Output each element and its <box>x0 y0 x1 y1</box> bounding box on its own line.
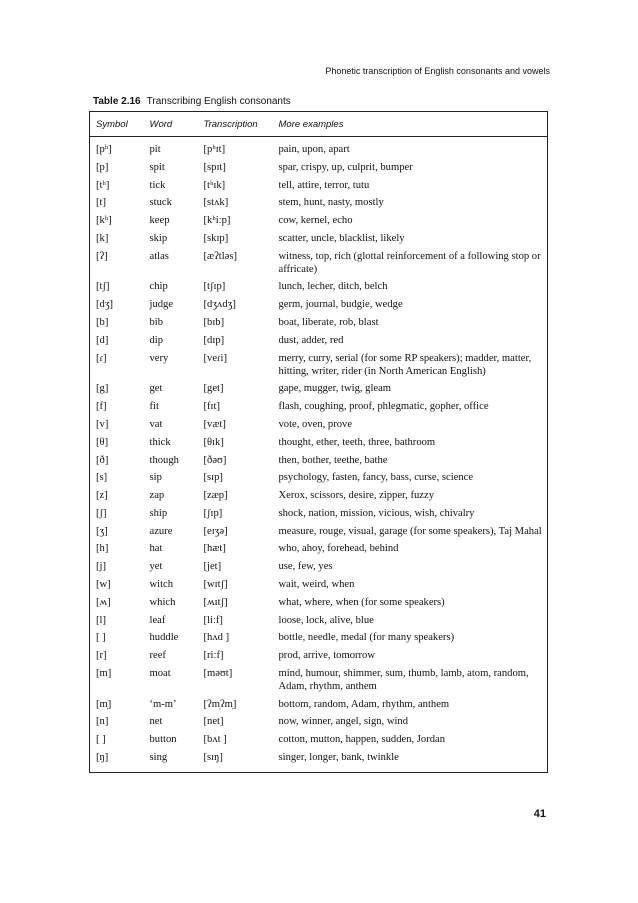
word-cell: ‘m-m’ <box>149 698 177 710</box>
word-cell: bib <box>149 317 164 329</box>
transcription-cell: [veɾi] <box>203 352 228 364</box>
table-row <box>90 647 548 665</box>
symbol-cell: [ð] <box>96 454 109 466</box>
word-cell: which <box>149 596 176 608</box>
examples-cell: then, bother, teethe, bathe <box>278 454 388 466</box>
consonant-table <box>89 111 548 773</box>
word-cell: button <box>149 734 177 746</box>
examples-cell: thought, ether, teeth, three, bathroom <box>278 436 436 448</box>
transcription-cell: [eɪʒə] <box>203 525 228 537</box>
table-row <box>90 593 548 611</box>
symbol-cell: [v] <box>96 418 109 430</box>
word-cell: hat <box>149 543 163 555</box>
table-row <box>90 469 548 487</box>
col-header-symbol: Symbol <box>90 112 144 137</box>
word-cell: pit <box>149 144 161 155</box>
word-cell: chip <box>149 281 168 293</box>
transcription-cell: [jet] <box>203 561 222 573</box>
transcription-cell: [liːf] <box>203 614 223 626</box>
examples-cell: vote, oven, prove <box>278 418 353 430</box>
transcription-cell: [bɪb] <box>203 317 225 329</box>
word-cell: sing <box>149 752 168 763</box>
symbol-cell: [dʒ] <box>96 299 114 311</box>
transcription-cell: [spɪt] <box>203 161 226 173</box>
table-title: Transcribing English consonants <box>146 96 291 107</box>
symbol-cell: [ʒ] <box>96 525 108 537</box>
table-row <box>90 522 548 540</box>
word-cell: tick <box>149 179 166 191</box>
symbol-cell: [kʰ] <box>96 215 112 227</box>
symbol-cell: [ ] <box>96 734 106 746</box>
symbol-cell: [z] <box>96 490 108 502</box>
examples-cell: scatter, uncle, blacklist, likely <box>278 232 405 244</box>
table-row <box>90 576 548 594</box>
table-row <box>90 611 548 629</box>
transcription-cell: [væt] <box>203 418 226 430</box>
table-row <box>90 487 548 505</box>
table-row <box>90 451 548 469</box>
col-header-word: Word <box>144 112 198 137</box>
table-row <box>90 398 548 416</box>
transcription-cell: [hæt] <box>203 543 226 555</box>
examples-cell: psychology, fasten, fancy, bass, curse, science <box>278 472 474 484</box>
symbol-cell: [ŋ] <box>96 752 109 763</box>
word-cell: keep <box>149 215 170 227</box>
word-cell: sip <box>149 472 162 484</box>
examples-cell: merry, curry, serial (for some RP speakers); madder, matter, hitting, writer, rider (in North American English) <box>278 352 532 377</box>
examples-cell: mind, humour, shimmer, sum, thumb, lamb, atom, random, Adam, rhythm, anthem <box>278 667 529 692</box>
examples-cell: spar, crispy, up, culprit, bumper <box>278 161 413 173</box>
table-row <box>90 230 548 248</box>
table-body <box>90 137 548 773</box>
symbol-cell: [h] <box>96 543 109 555</box>
symbol-cell: [tʃ] <box>96 281 110 293</box>
table-row <box>90 558 548 576</box>
transcription-cell: [ʃɪp] <box>203 507 223 519</box>
transcription-cell: [ðəʊ] <box>203 454 227 466</box>
word-cell: azure <box>149 525 173 537</box>
transcription-cell: [sɪp] <box>203 472 223 484</box>
symbol-cell: [p] <box>96 161 109 173</box>
transcription-cell: [tʰɪk] <box>203 179 226 191</box>
transcription-cell: [fɪt] <box>203 401 220 413</box>
word-cell: witch <box>149 578 174 590</box>
word-cell: stuck <box>149 197 172 209</box>
transcription-cell: [riːf] <box>203 650 224 662</box>
word-cell: ship <box>149 507 168 519</box>
transcription-cell: [dʒʌdʒ] <box>203 299 236 311</box>
running-head: Phonetic transcription of English consonants and vowels <box>325 66 550 76</box>
transcription-cell: [ʍɪtʃ] <box>203 596 228 608</box>
word-cell: reef <box>149 650 166 662</box>
symbol-cell: [w] <box>96 578 111 590</box>
col-header-examples: More examples <box>273 112 548 137</box>
examples-cell: flash, coughing, proof, phlegmatic, gopher, office <box>278 401 489 413</box>
word-cell: yet <box>149 561 163 573</box>
examples-cell: dust, adder, red <box>278 334 344 346</box>
examples-cell: bottom, random, Adam, rhythm, anthem <box>278 698 450 710</box>
examples-cell: use, few, yes <box>278 561 333 573</box>
examples-cell: bottle, needle, medal (for many speakers) <box>278 632 455 644</box>
transcription-cell: [stʌk] <box>203 197 229 209</box>
symbol-cell: [m̩] <box>96 698 112 710</box>
symbol-cell: [k] <box>96 232 109 244</box>
symbol-cell: [r] <box>96 650 107 662</box>
table-row <box>90 629 548 647</box>
word-cell: get <box>149 383 163 395</box>
word-cell: vat <box>149 418 163 430</box>
table-row <box>90 504 548 522</box>
transcription-cell: [skɪp] <box>203 232 229 244</box>
table-row <box>90 749 548 773</box>
table-caption <box>93 96 291 107</box>
table-row <box>90 212 548 230</box>
word-cell: huddle <box>149 632 179 644</box>
table-row <box>90 540 548 558</box>
symbol-cell: [l] <box>96 614 106 626</box>
table-row <box>90 194 548 212</box>
word-cell: very <box>149 352 169 364</box>
symbol-cell: [ʃ] <box>96 507 107 519</box>
symbol-cell: [tʰ] <box>96 179 110 191</box>
examples-cell: now, winner, angel, sign, wind <box>278 716 409 728</box>
table-row <box>90 278 548 296</box>
symbol-cell: [θ] <box>96 436 109 448</box>
transcription-cell: [wɪtʃ] <box>203 578 228 590</box>
transcription-cell: [zæp] <box>203 490 228 502</box>
word-cell: leaf <box>149 614 166 626</box>
examples-cell: boat, liberate, rob, blast <box>278 317 379 329</box>
table-row <box>90 176 548 194</box>
word-cell: zap <box>149 490 165 502</box>
word-cell: dip <box>149 334 164 346</box>
examples-cell: what, where, when (for some speakers) <box>278 596 445 608</box>
examples-cell: measure, rouge, visual, garage (for some speakers), Taj Mahal <box>278 525 542 537</box>
examples-cell: pain, upon, apart <box>278 144 350 155</box>
table-number: Table 2.16 <box>93 96 141 107</box>
transcription-cell: [kʰiːp] <box>203 215 231 227</box>
examples-cell: stem, hunt, nasty, mostly <box>278 197 384 209</box>
symbol-cell: [d] <box>96 334 109 346</box>
symbol-cell: [s] <box>96 472 108 484</box>
table-row <box>90 664 548 695</box>
transcription-cell: [pʰɪt] <box>203 144 226 155</box>
symbol-cell: [ɾ] <box>96 352 107 364</box>
word-cell: moat <box>149 667 171 679</box>
table-row <box>90 296 548 314</box>
symbol-cell: [g] <box>96 383 109 395</box>
page-number: 41 <box>533 808 546 820</box>
table-row <box>90 314 548 332</box>
symbol-cell: [f] <box>96 401 107 413</box>
transcription-cell: [ʔm̩ʔm̩] <box>203 698 237 710</box>
table-row <box>90 349 548 380</box>
transcription-cell: [tʃɪp] <box>203 281 226 293</box>
symbol-cell: [ ] <box>96 632 106 644</box>
transcription-cell: [məʊt] <box>203 667 233 679</box>
table-row <box>90 331 548 349</box>
table-header-row <box>90 112 548 137</box>
examples-cell: prod, arrive, tomorrow <box>278 650 375 662</box>
word-cell: judge <box>149 299 174 311</box>
examples-cell: germ, journal, budgie, wedge <box>278 299 403 311</box>
symbol-cell: [ʔ] <box>96 250 108 262</box>
word-cell: fit <box>149 401 159 413</box>
word-cell: net <box>149 716 163 728</box>
transcription-cell: [net] <box>203 716 224 728</box>
symbol-cell: [b] <box>96 317 109 329</box>
symbol-cell: [j] <box>96 561 106 573</box>
transcription-cell: [sɪŋ] <box>203 752 223 763</box>
transcription-cell: [dɪp] <box>203 334 225 346</box>
examples-cell: lunch, lecher, ditch, belch <box>278 281 388 293</box>
transcription-cell: [hʌd ] <box>203 632 230 644</box>
word-cell: though <box>149 454 179 466</box>
examples-cell: wait, weird, when <box>278 578 355 590</box>
examples-cell: tell, attire, terror, tutu <box>278 179 370 191</box>
examples-cell: loose, lock, alive, blue <box>278 614 374 626</box>
table-row <box>90 416 548 434</box>
table-row <box>90 380 548 398</box>
symbol-cell: [pʰ] <box>96 144 112 155</box>
examples-cell: gape, mugger, twig, gleam <box>278 383 392 395</box>
symbol-cell: [n] <box>96 716 109 728</box>
transcription-cell: [bʌt ] <box>203 734 227 746</box>
symbol-cell: [t] <box>96 197 106 209</box>
symbol-cell: [ʍ] <box>96 596 111 608</box>
transcription-cell: [get] <box>203 383 224 395</box>
symbol-cell: [m] <box>96 667 112 679</box>
word-cell: skip <box>149 232 168 244</box>
table-row <box>90 695 548 713</box>
table-row <box>90 137 548 159</box>
examples-cell: cow, kernel, echo <box>278 215 353 227</box>
table-row <box>90 247 548 278</box>
examples-cell: Xerox, scissors, desire, zipper, fuzzy <box>278 490 434 502</box>
table-row <box>90 731 548 749</box>
table-row <box>90 433 548 451</box>
word-cell: spit <box>149 161 165 173</box>
word-cell: thick <box>149 436 171 448</box>
examples-cell: singer, longer, bank, twinkle <box>278 752 399 763</box>
transcription-cell: [θɪk] <box>203 436 224 448</box>
word-cell: atlas <box>149 250 169 262</box>
transcription-cell: [æʔtləs] <box>203 250 238 262</box>
examples-cell: shock, nation, mission, vicious, wish, chivalry <box>278 507 475 519</box>
col-header-transcription: Transcription <box>198 112 273 137</box>
examples-cell: who, ahoy, forehead, behind <box>278 543 399 555</box>
table-row <box>90 713 548 731</box>
examples-cell: cotton, mutton, happen, sudden, Jordan <box>278 734 446 746</box>
examples-cell: witness, top, rich (glottal reinforcement of a following stop or affricate) <box>278 250 541 275</box>
table-row <box>90 158 548 176</box>
